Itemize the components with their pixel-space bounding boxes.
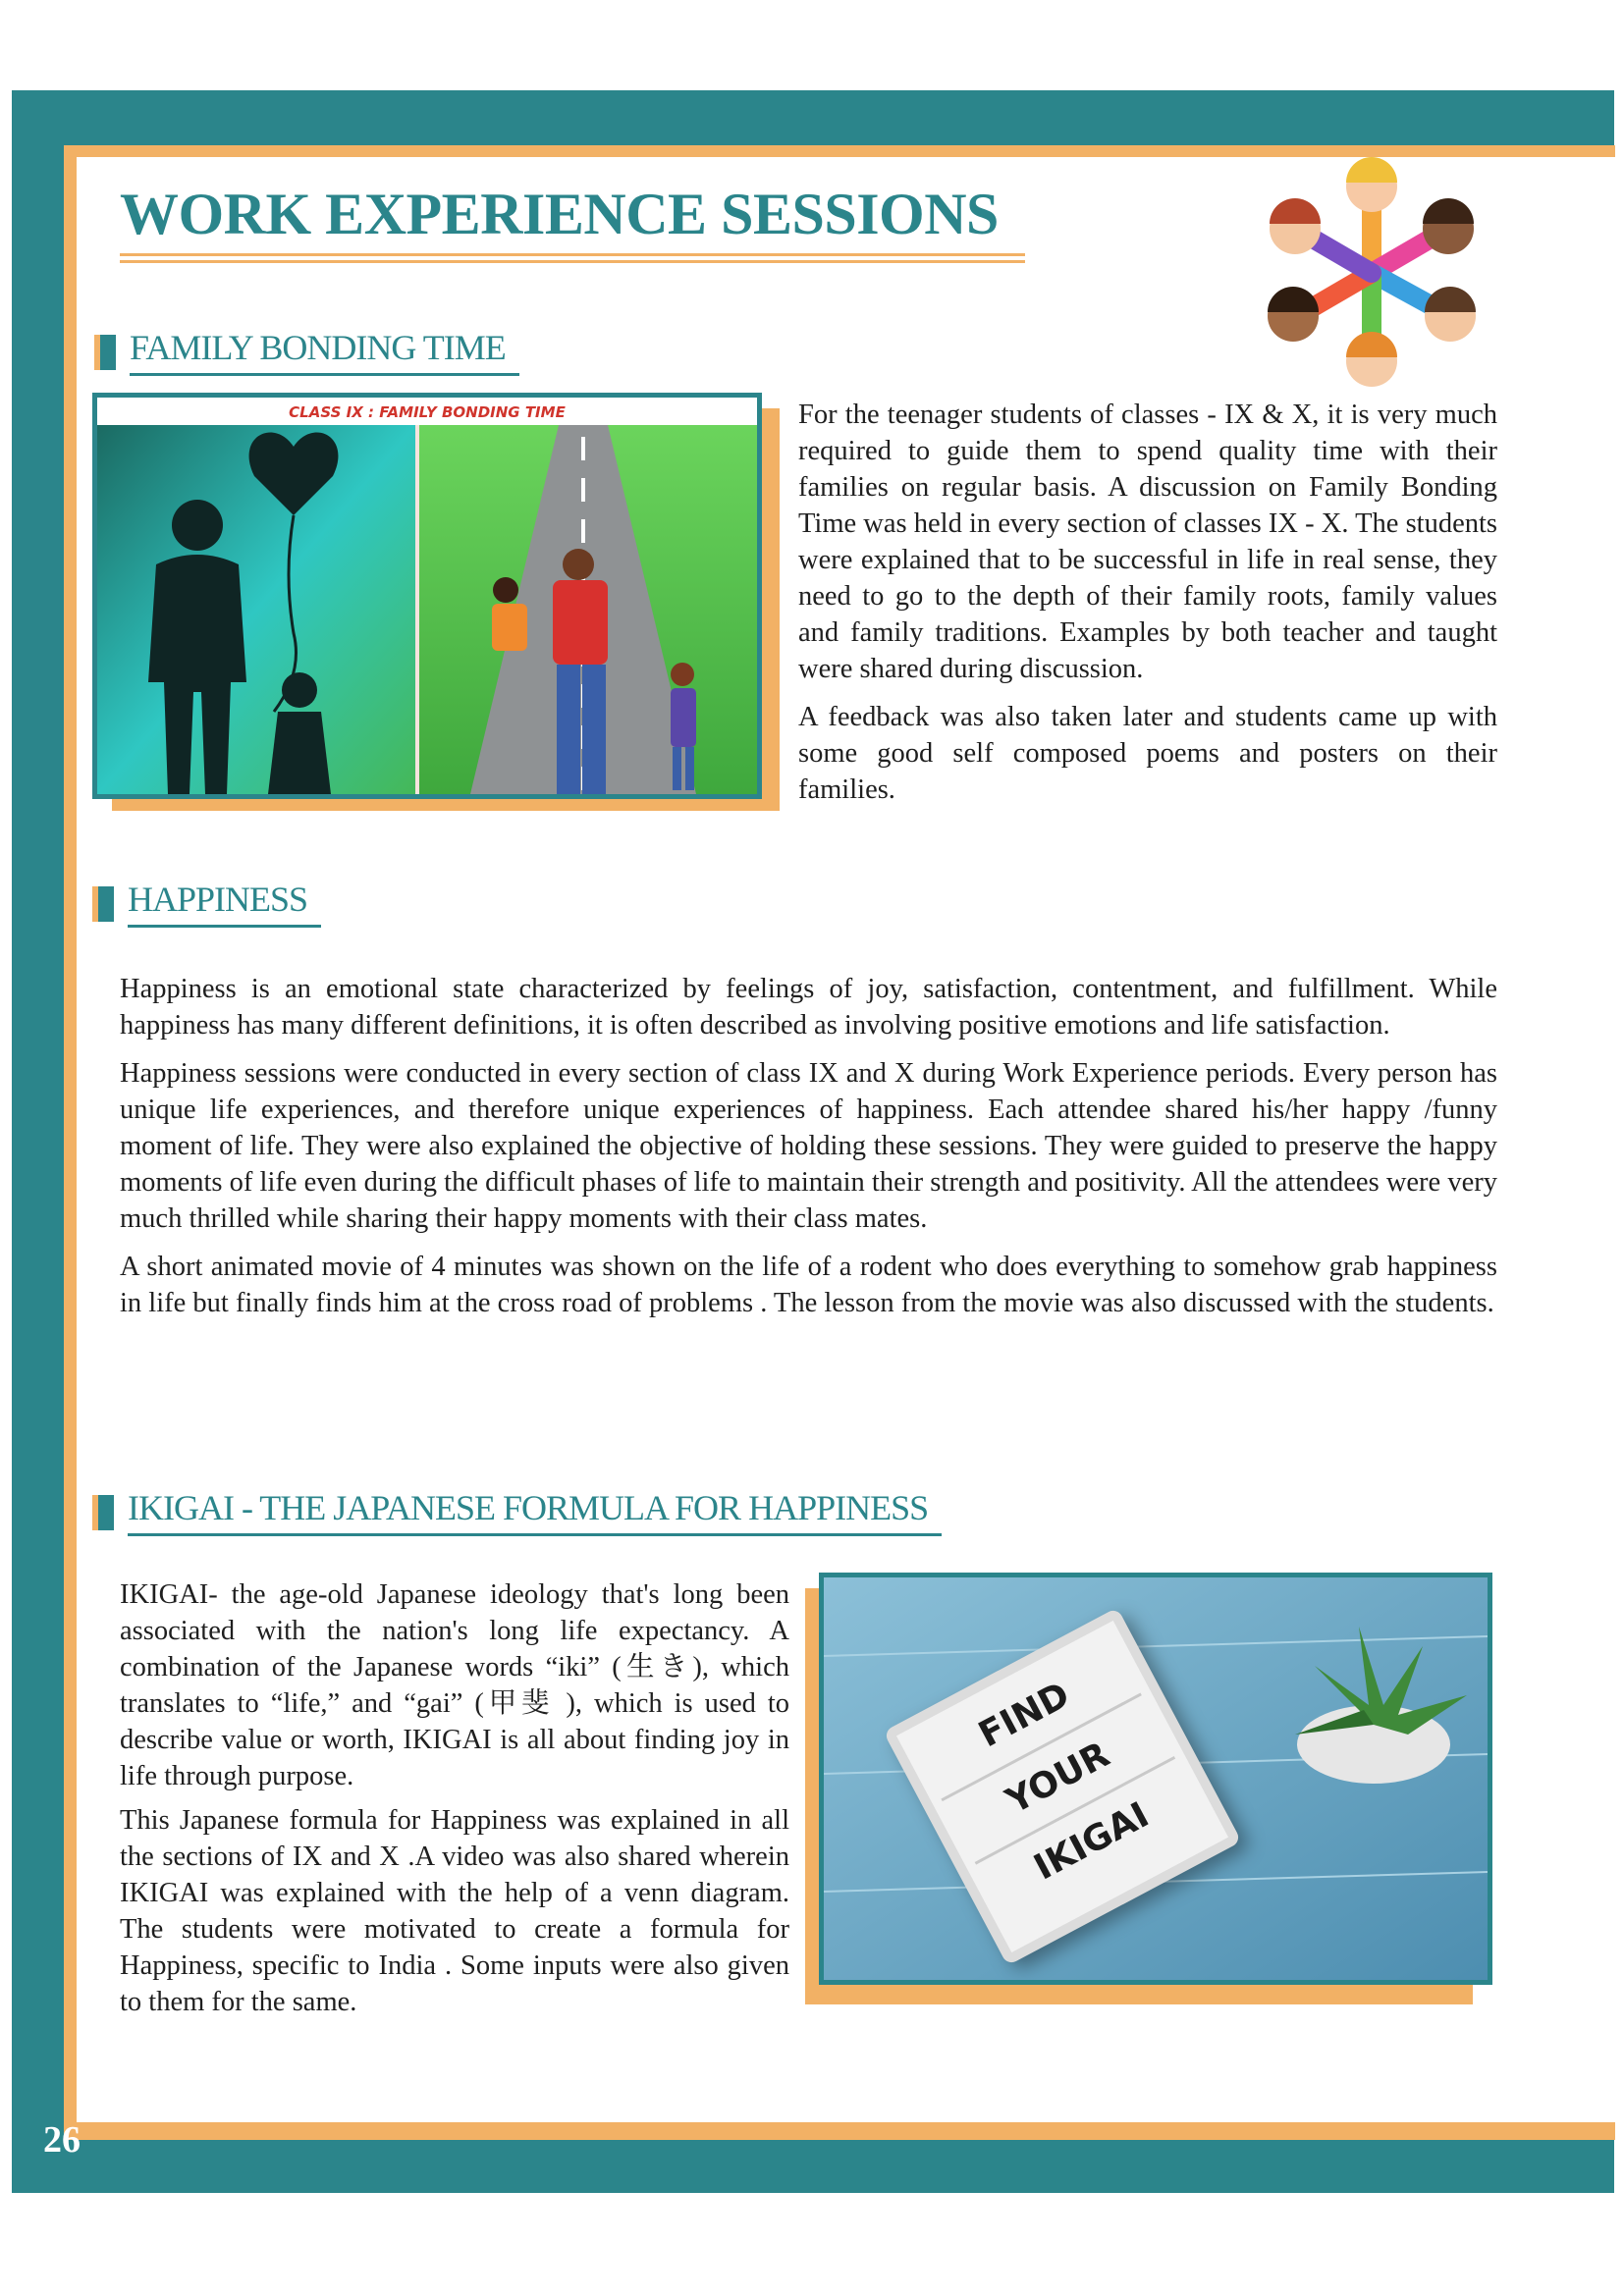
section-heading-text: FAMILY BONDING TIME xyxy=(130,328,519,376)
heading-marker xyxy=(92,886,114,922)
paragraph: A feedback was also taken later and students came up with some good self composed poems and posters on their families. xyxy=(798,702,1497,805)
paragraph: Happiness sessions were conducted in every section of class IX and X during Work Experience periods. Every person has unique life experiences, and therefore unique experiences of happiness. Each attendee shared his/her happy /funny moment of life. They were also explained the objective of holding these sessions. They were guided to preserve the happy moments of life even during the difficult phases of life to maintain their strength and positivity. All the attendees were very much thrilled while sharing their happy moments with their class mates. xyxy=(120,1058,1497,1234)
heading-marker xyxy=(94,335,116,370)
section-heading-happiness xyxy=(92,880,321,928)
paragraph: For the teenager students of classes - IX & X, it is very much required to guide them to spend quality time with their families on regular basis. A discussion on Family Bonding Time was held in every section of classes IX - X. The students were explained that to be successful in life in real sense, they need to go to the depth of their family roots, family values and family traditions. Examples by both teacher and taught were shared during discussion. xyxy=(798,400,1497,684)
paragraph: A short animated movie of 4 minutes was shown on the life of a rodent who does everything to somehow grab happiness in life but finally finds him at the cross road of problems . The lesson from the movie was also discussed with the students. xyxy=(120,1252,1497,1318)
page-number: 26 xyxy=(43,2119,81,2161)
lightbox-line: IKIGAI xyxy=(1027,1794,1156,1889)
ikigai-text xyxy=(120,1576,789,2020)
paragraph: Happiness is an emotional state characterized by feelings of joy, satisfaction, contentment, and fulfillment. While happiness has many different definitions, it is often described as involving positive emotions and life satisfaction. xyxy=(120,974,1497,1041)
title-underline-bottom xyxy=(120,260,1025,263)
poster-caption: CLASS IX : FAMILY BONDING TIME xyxy=(289,403,566,421)
section-heading-family-bonding xyxy=(94,328,519,376)
section-heading-text: IKIGAI - THE JAPANESE FORMULA FOR HAPPINESS xyxy=(128,1488,942,1536)
title-underline-top xyxy=(120,253,1025,256)
lightbox-line: YOUR xyxy=(943,1695,1175,1864)
children-circle-icon xyxy=(1239,157,1504,389)
lightbox-line: FIND xyxy=(909,1632,1142,1801)
footer-band xyxy=(12,2140,1614,2193)
family-bonding-text xyxy=(798,397,1497,808)
page-title: WORK EXPERIENCE SESSIONS xyxy=(120,182,999,246)
ikigai-lightbox-photo xyxy=(819,1573,1492,1985)
happiness-text xyxy=(120,971,1497,1321)
paragraph: IKIGAI- the age-old Japanese ideology that's long been associated with the nation's long life expectancy. A combination of the Japanese words “iki” (生き), which translates to “life,” and “gai” (甲斐 ), which is used to describe value or worth, IKIGAI is all about finding joy in life through purpose. xyxy=(120,1579,789,1791)
family-bonding-poster xyxy=(92,393,762,799)
section-heading-text: HAPPINESS xyxy=(128,880,321,928)
paragraph: This Japanese formula for Happiness was explained in all the sections of IX and X .A video was also shared wherein IKIGAI was explained with the help of a venn diagram. The students were motivated to create a formula for Happiness, specific to India . Some inputs were also given to them for the same. xyxy=(120,1805,789,2017)
section-heading-ikigai xyxy=(92,1488,942,1536)
heading-marker xyxy=(92,1495,114,1530)
